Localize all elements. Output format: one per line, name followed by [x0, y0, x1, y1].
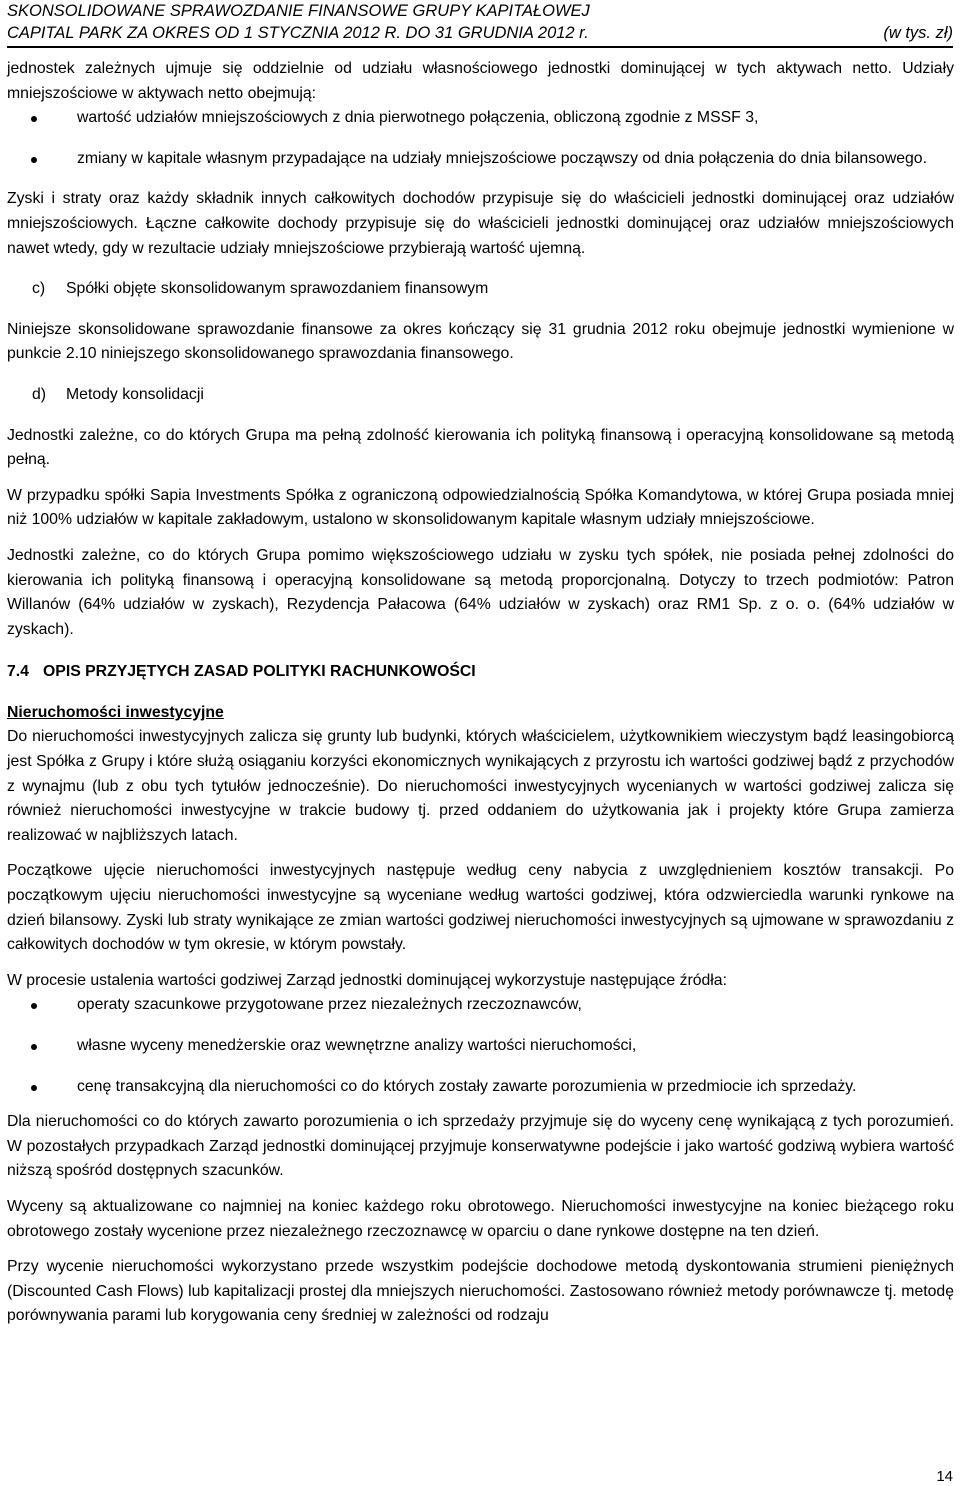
section-d-paragraph-1: Jednostki zależne, co do których Grupa ma pełną zdolność kierowania ich polityką finansową i operacyjną konsolidowane są metodą pełną.: [7, 426, 954, 469]
header-title-line-2: CAPITAL PARK ZA OKRES OD 1 STYCZNIA 2012 R. DO 31 GRUDNIA 2012 r.: [7, 24, 589, 42]
section-7-4-heading: [7, 660, 954, 685]
minority-interest-list: [7, 106, 954, 171]
section-7-4-number: 7.4: [7, 663, 29, 681]
investment-property-paragraph-5: Wyceny są aktualizowane co najmniej na koniec każdego roku obrotowego. Nieruchomości inwestycyjne na koniec bieżącego roku obrotowego zostały wycenione przez niezależnego rzeczoznawcę w oparciu o dane rynkowe dostępne na ten dzień.: [7, 1197, 954, 1240]
list-item: [7, 147, 954, 172]
page-header: [7, 0, 953, 46]
section-d-paragraph-3: Jednostki zależne, co do których Grupa pomimo większościowego udziału w zysku tych spółek, nie posiada pełnej zdolności do kierowania ich polityką finansową i operacyjną konsolidowane są metodą proporcjonalną. Dotyczy to trzech podmiotów: Patron Willanów (64% udziałów w zyskach), Rezydencja Pałacowa (64% udziałów w zyskach) oraz RM1 Sp. z o. o. (64% udziałów w zyskach).: [7, 546, 954, 638]
investment-property-paragraph-2: Początkowe ujęcie nieruchomości inwestycyjnych następuje według ceny nabycia z uwzględnieniem kosztów transakcji. Po początkowym ujęciu nieruchomości inwestycyjne są wyceniane według wartości godziwej, która odzwierciedla warunki rynkowe na dzień bilansowy. Zyski lub straty wynikające ze zmian wartości godziwej nieruchomości inwestycyjnych są ujmowane w sprawozdaniu z całkowitych dochodów w tym okresie, w którym powstały.: [7, 862, 954, 954]
valuation-sources-list: [7, 993, 954, 1099]
section-c-title: Spółki objęte skonsolidowanym sprawozdaniem finansowym: [66, 280, 489, 298]
list-item: [7, 106, 954, 131]
bullet-icon: [31, 116, 37, 122]
section-d-heading: [7, 383, 954, 408]
section-d-title: Metody konsolidacji: [66, 385, 204, 403]
list-item: [7, 1075, 954, 1100]
investment-property-heading: Nieruchomości inwestycyjne: [7, 703, 224, 721]
list-item: [7, 1034, 954, 1059]
section-c-letter: c): [32, 280, 46, 298]
section-7-4-title: OPIS PRZYJĘTYCH ZASAD POLITYKI RACHUNKOWOŚCI: [43, 663, 476, 681]
list-item-text: własne wyceny menedżerskie oraz wewnętrzne analizy wartości nieruchomości,: [77, 1037, 637, 1054]
section-c-paragraph-1: Niniejsze skonsolidowane sprawozdanie finansowe za okres kończący się 31 grudnia 2012 roku obejmuje jednostki wymienione w punkcie 2.10 niniejszego skonsolidowanego sprawozdania finansowego.: [7, 320, 954, 363]
section-c-heading: [7, 277, 954, 302]
investment-property-paragraph-6: Przy wycenie nieruchomości wykorzystano przede wszystkim podejście dochodowe metodą dyskontowania strumieni pieniężnych (Discounted Cash Flows) lub kapitalizacji prostej dla mniejszych nieruchomości. Zastosowano również metody porównawcze tj. metodę porównywania parami lub korygowania ceny średniej w zależności od rodzaju: [7, 1258, 954, 1325]
list-item-text: cenę transakcyjną dla nieruchomości co do których zostały zawarte porozumienia w przedmiocie ich sprzedaży.: [77, 1077, 857, 1095]
intro-paragraph-1: jednostek zależnych ujmuje się oddzielnie od udziału własnościowego jednostki dominującej w tych aktywach netto. Udziały mniejszościowe w aktywach netto obejmują:: [7, 60, 954, 102]
investment-property-paragraph-3: W procesie ustalenia wartości godziwej Zarząd jednostki dominującej wykorzystuje następujące źródła:: [7, 971, 727, 989]
bullet-icon: [31, 1003, 37, 1009]
list-item-text: operaty szacunkowe przygotowane przez niezależnych rzeczoznawców,: [77, 996, 582, 1014]
bullet-icon: [31, 157, 37, 163]
header-divider: [7, 46, 953, 48]
investment-property-paragraph-4: Dla nieruchomości co do których zawarto porozumienia o ich sprzedaży przyjmuje się do wyceny cenę wynikającą z tych porozumień. W pozostałych przypadkach Zarząd jednostki dominującej przyjmuje konserwatywne podejście i jako wartość godziwą wybiera wartość niższą spośród dostępnych szacunków.: [7, 1113, 954, 1180]
investment-property-paragraph-1: Do nieruchomości inwestycyjnych zalicza się grunty lub budynki, których właścicielem, użytkownikiem wieczystym bądź leasingobiorcą jest Spółka z Grupy i które służą osiąganiu korzyści ekonomicznych wynikających z przyrostu ich wartości godziwej bądź z przychodów z wynajmu (lub z obu tych tytułów jednocześnie). Do nieruchomości inwestycyjnych wycenianych w wartości godziwej zalicza się również nieruchomości inwestycyjne w trakcie budowy tj. przed oddaniem do użytkowania jak i projekty które Grupa zamierza realizować w najbliższych latach.: [7, 728, 954, 844]
bullet-icon: [31, 1044, 37, 1050]
bullet-icon: [31, 1085, 37, 1091]
page-number: 14: [936, 1468, 953, 1485]
list-item-text: zmiany w kapitale własnym przypadające na udziały mniejszościowe począwszy od dnia połączenia do dnia bilansowego.: [77, 149, 927, 167]
header-title-line-1: SKONSOLIDOWANE SPRAWOZDANIE FINANSOWE GRUPY KAPITAŁOWEJ: [7, 2, 590, 20]
list-item-text: wartość udziałów mniejszościowych z dnia pierwotnego połączenia, obliczoną zgodnie z MSSF 3,: [77, 109, 759, 127]
document-body: [7, 57, 954, 1329]
section-d-paragraph-2: W przypadku spółki Sapia Investments Spółka z ograniczoną odpowiedzialnością Spółka Komandytowa, w której Grupa posiada mniej niż 100% udziałów w kapitale zakładowym, ustalono w skonsolidowanym kapitale własnym udziały mniejszościowe.: [7, 486, 954, 529]
list-item: [7, 993, 954, 1018]
header-unit: (w tys. zł): [883, 24, 953, 42]
intro-paragraph-2: Zyski i straty oraz każdy składnik innych całkowitych dochodów przypisuje się do właścicieli jednostki dominującej oraz udziałów mniejszościowych. Łączne całkowite dochody przypisuje się do właścicieli jednostki dominującej oraz udziałów mniejszościowych nawet wtedy, gdy w rezultacie udziały mniejszościowe przybierają wartość ujemną.: [7, 190, 954, 257]
section-d-letter: d): [32, 385, 47, 403]
